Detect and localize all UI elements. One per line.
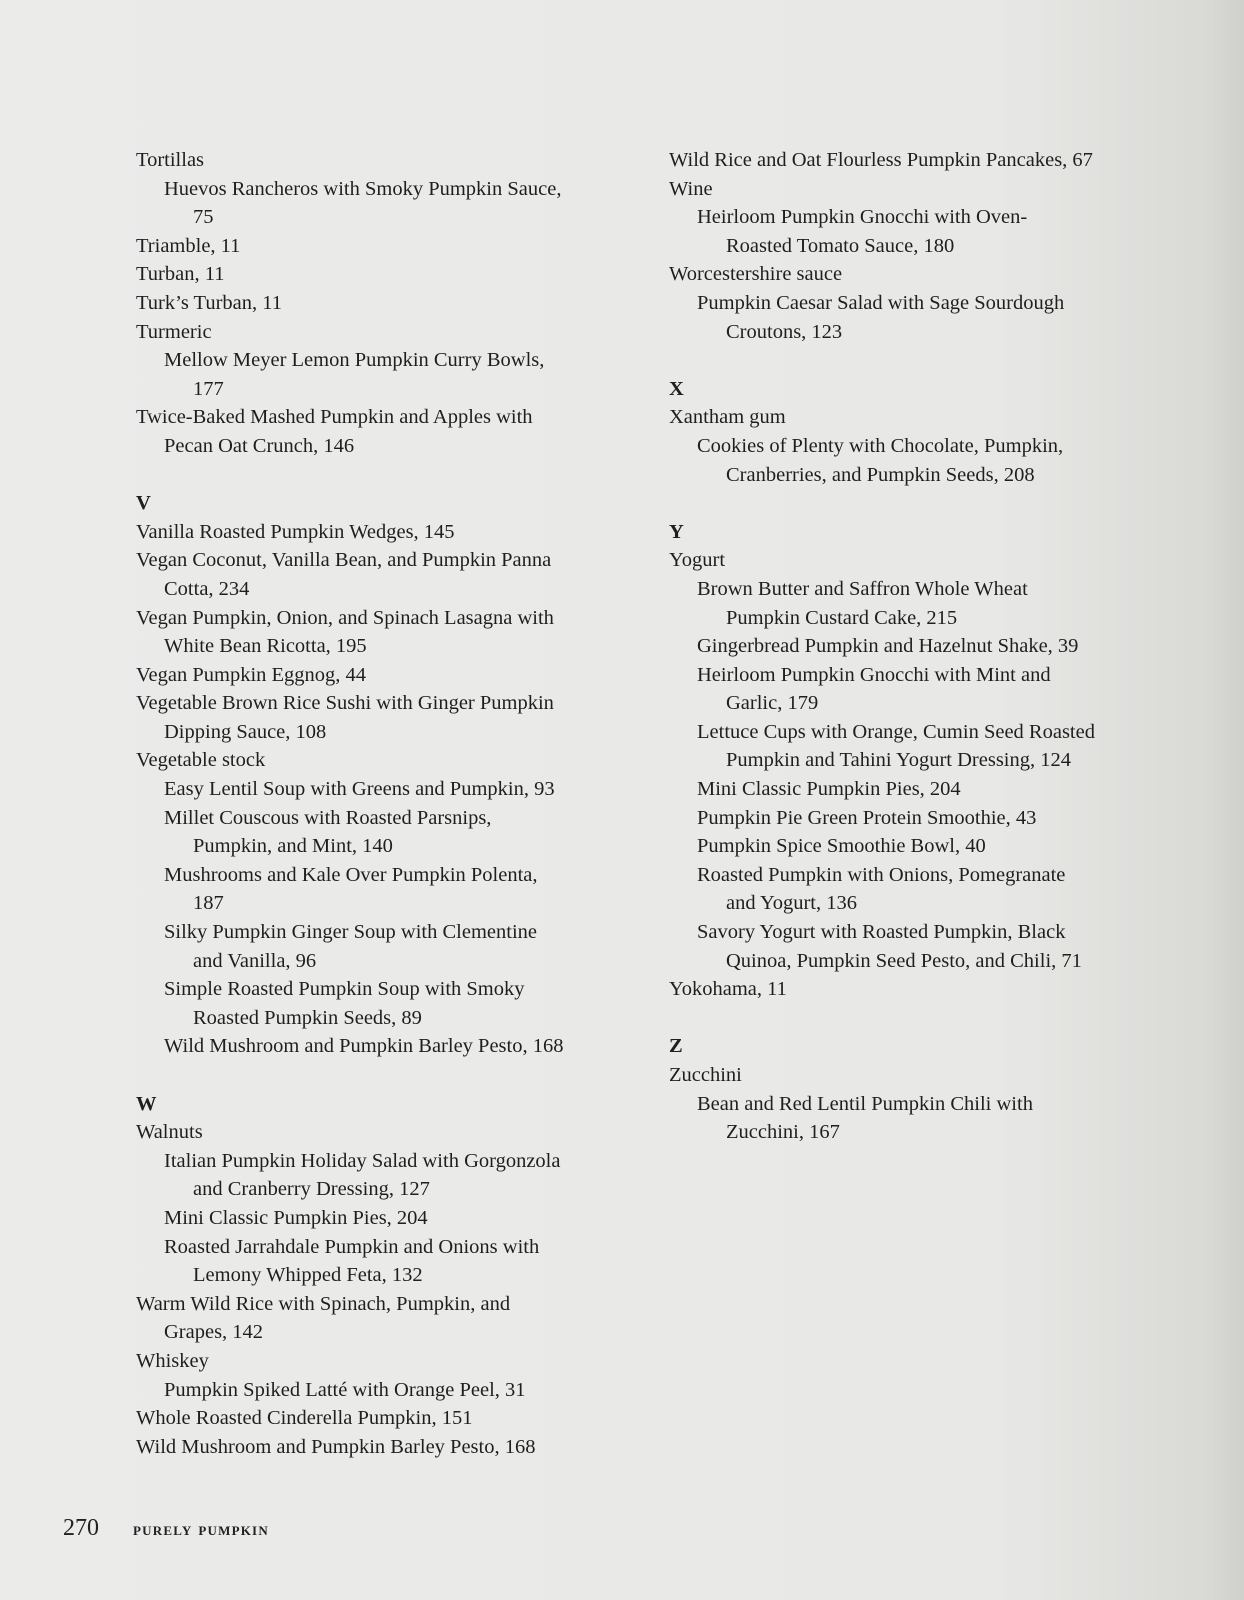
section-letter: X xyxy=(669,377,684,400)
index-subentry: Zucchini, 167 xyxy=(726,1121,840,1144)
index-subentry: Pumpkin Spiked Latté with Orange Peel, 31 xyxy=(164,1378,526,1401)
index-subentry: Roasted Jarrahdale Pumpkin and Onions with xyxy=(164,1235,540,1258)
section-letter: W xyxy=(136,1092,157,1115)
index-subentry: Pumpkin, and Mint, 140 xyxy=(193,835,393,858)
index-subentry: Gingerbread Pumpkin and Hazelnut Shake, 39 xyxy=(697,635,1079,658)
index-subentry: Heirloom Pumpkin Gnocchi with Mint and xyxy=(697,663,1051,686)
index-subentry: 187 xyxy=(193,892,224,915)
index-entry: Turk’s Turban, 11 xyxy=(136,291,283,314)
index-entry: Whole Roasted Cinderella Pumpkin, 151 xyxy=(136,1407,473,1430)
index-subentry: Pumpkin and Tahini Yogurt Dressing, 124 xyxy=(726,749,1071,772)
index-subentry: Grapes, 142 xyxy=(164,1321,264,1344)
index-entry: Wild Rice and Oat Flourless Pumpkin Pancakes, 67 xyxy=(669,149,1093,171)
index-subentry: Silky Pumpkin Ginger Soup with Clementine xyxy=(164,921,537,944)
index-column-right xyxy=(669,146,1189,1147)
index-subentry: Millet Couscous with Roasted Parsnips, xyxy=(164,806,492,829)
section-letter: Y xyxy=(669,520,684,543)
index-entry: Yokohama, 11 xyxy=(669,978,787,1001)
index-entry: Xantham gum xyxy=(669,406,786,429)
index-subentry: Dipping Sauce, 108 xyxy=(164,720,327,743)
index-entry: Warm Wild Rice with Spinach, Pumpkin, and xyxy=(136,1292,511,1315)
page-footer xyxy=(63,1515,269,1542)
index-subentry: Simple Roasted Pumpkin Soup with Smoky xyxy=(164,978,525,1001)
index-subentry: Roasted Pumpkin with Onions, Pomegranate xyxy=(697,863,1066,886)
section-gap xyxy=(669,489,1189,518)
index-entry: Vegetable Brown Rice Sushi with Ginger Pumpkin xyxy=(136,692,554,715)
index-subentry: Mini Classic Pumpkin Pies, 204 xyxy=(697,778,961,801)
index-entry: Worcestershire sauce xyxy=(669,263,843,286)
running-title: purely pumpkin xyxy=(133,1519,269,1540)
index-subentry: Roasted Pumpkin Seeds, 89 xyxy=(193,1006,422,1029)
index-subentry: Lettuce Cups with Orange, Cumin Seed Roasted xyxy=(697,720,1095,743)
index-subentry: Pecan Oat Crunch, 146 xyxy=(164,434,355,457)
index-subentry: Mushrooms and Kale Over Pumpkin Polenta, xyxy=(164,863,538,886)
index-subentry: Garlic, 179 xyxy=(726,692,819,715)
index-subentry: Brown Butter and Saffron Whole Wheat xyxy=(697,577,1028,600)
section-letter: Z xyxy=(669,1035,683,1058)
index-entry: Wine xyxy=(669,177,713,200)
index-subentry: Bean and Red Lentil Pumpkin Chili with xyxy=(697,1092,1033,1115)
section-gap xyxy=(136,461,636,490)
index-subentry: Pumpkin Spice Smoothie Bowl, 40 xyxy=(697,835,986,858)
index-column-left xyxy=(136,146,636,1461)
index-subentry: Cookies of Plenty with Chocolate, Pumpkin, xyxy=(697,434,1064,457)
section-gap xyxy=(669,346,1189,375)
index-subentry: Easy Lentil Soup with Greens and Pumpkin, 93 xyxy=(164,778,555,801)
index-entry: Vegan Pumpkin, Onion, and Spinach Lasagna with xyxy=(136,606,554,629)
index-subentry: 75 xyxy=(193,206,214,229)
index-subentry: Cotta, 234 xyxy=(164,577,250,600)
page-number: 270 xyxy=(63,1515,99,1541)
index-entry: Whiskey xyxy=(136,1349,209,1372)
index-subentry: Italian Pumpkin Holiday Salad with Gorgonzola xyxy=(164,1149,561,1172)
index-subentry: Savory Yogurt with Roasted Pumpkin, Black xyxy=(697,921,1066,944)
index-subentry: and Vanilla, 96 xyxy=(193,949,317,972)
index-subentry: Wild Mushroom and Pumpkin Barley Pesto, 168 xyxy=(164,1035,564,1058)
index-subentry: Quinoa, Pumpkin Seed Pesto, and Chili, 71 xyxy=(726,949,1082,972)
section-gap xyxy=(136,1061,636,1090)
index-subentry: 177 xyxy=(193,377,224,400)
index-subentry: and Yogurt, 136 xyxy=(726,892,857,915)
index-entry: Yogurt xyxy=(669,549,726,572)
index-entry: Wild Mushroom and Pumpkin Barley Pesto, 168 xyxy=(136,1435,536,1458)
index-entry: Walnuts xyxy=(136,1121,203,1144)
index-entry: Vegan Pumpkin Eggnog, 44 xyxy=(136,663,367,686)
index-subentry: Lemony Whipped Feta, 132 xyxy=(193,1264,423,1287)
index-subentry: and Cranberry Dressing, 127 xyxy=(193,1178,430,1201)
index-entry: Tortillas xyxy=(136,149,205,171)
index-subentry: Heirloom Pumpkin Gnocchi with Oven- xyxy=(697,206,1028,229)
index-entry: Twice-Baked Mashed Pumpkin and Apples with xyxy=(136,406,533,429)
index-subentry: Croutons, 123 xyxy=(726,320,843,343)
section-gap xyxy=(669,1004,1189,1033)
index-subentry: Huevos Rancheros with Smoky Pumpkin Sauce, xyxy=(164,177,562,200)
index-entry: Turban, 11 xyxy=(136,263,225,286)
index-subentry: Roasted Tomato Sauce, 180 xyxy=(726,234,955,257)
index-subentry: Pumpkin Caesar Salad with Sage Sourdough xyxy=(697,291,1065,314)
index-subentry: Cranberries, and Pumpkin Seeds, 208 xyxy=(726,463,1035,486)
index-entry: Zucchini xyxy=(669,1064,742,1086)
index-entry: Vanilla Roasted Pumpkin Wedges, 145 xyxy=(136,520,455,543)
index-subentry: Pumpkin Custard Cake, 215 xyxy=(726,606,958,629)
index-subentry: Mini Classic Pumpkin Pies, 204 xyxy=(164,1206,428,1229)
index-subentry: Mellow Meyer Lemon Pumpkin Curry Bowls, xyxy=(164,349,545,372)
index-subentry: White Bean Ricotta, 195 xyxy=(164,635,367,658)
index-entry: Triamble, 11 xyxy=(136,234,241,257)
index-entry: Vegetable stock xyxy=(136,749,266,772)
index-entry: Vegan Coconut, Vanilla Bean, and Pumpkin Panna xyxy=(136,549,552,572)
index-entry: Turmeric xyxy=(136,320,212,343)
section-letter: V xyxy=(136,492,151,515)
index-subentry: Pumpkin Pie Green Protein Smoothie, 43 xyxy=(697,806,1037,829)
